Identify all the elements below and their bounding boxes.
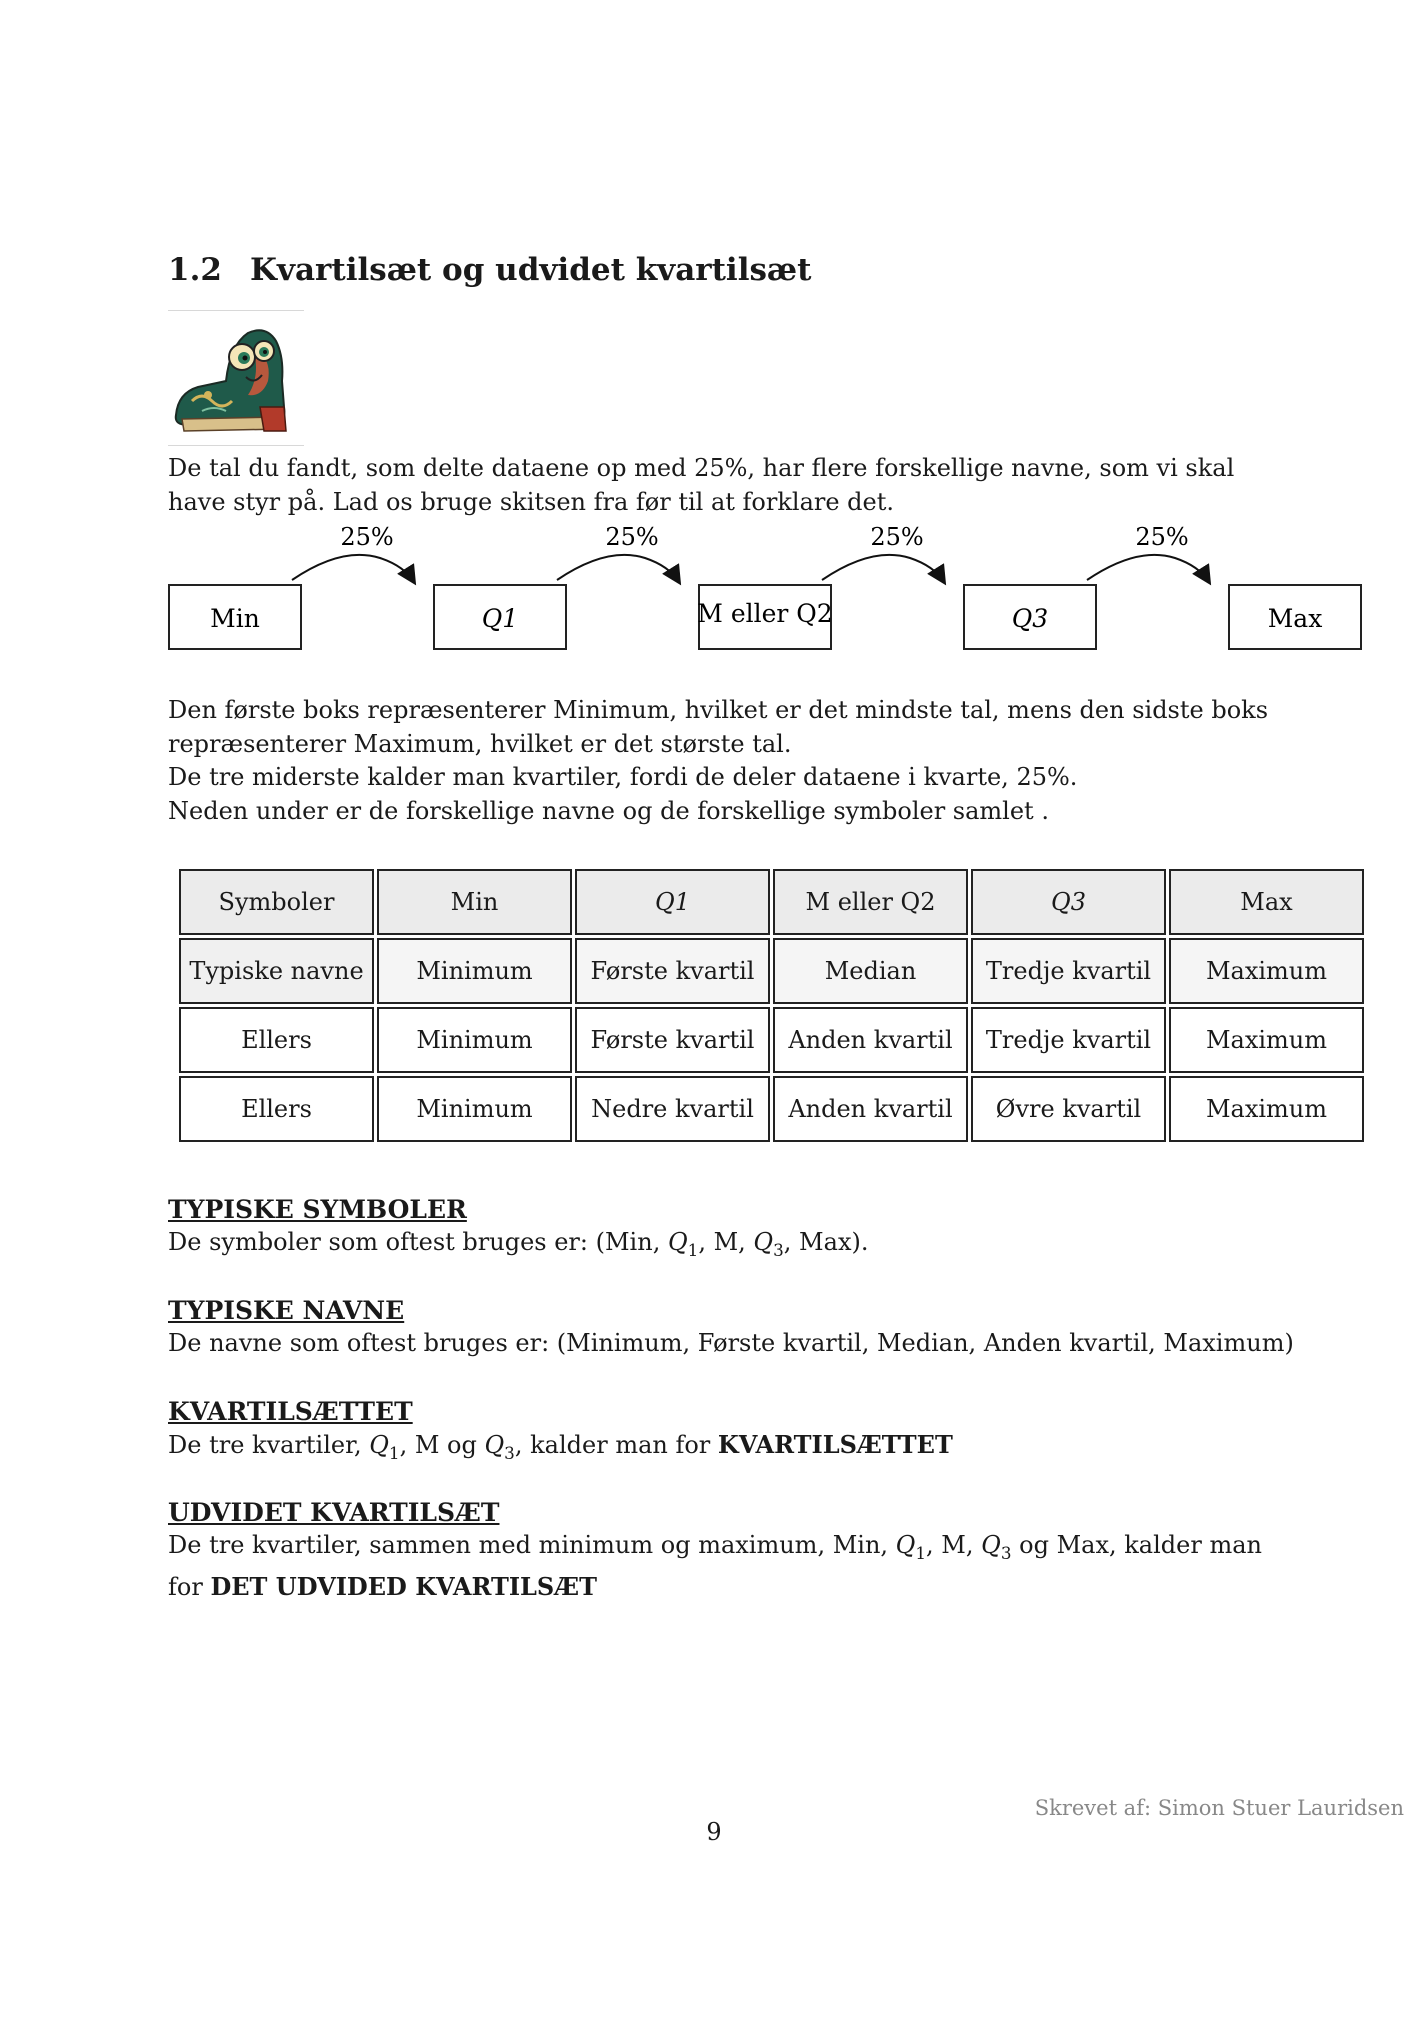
quartile-diagram: [168, 518, 1368, 658]
table-header-cell: Q1: [575, 869, 770, 935]
diagram-arrow: [1087, 555, 1209, 582]
diagram-box-label: Q1: [481, 604, 519, 633]
block-heading: TYPISKE NAVNE: [168, 1296, 405, 1325]
table-header-row: [179, 869, 1364, 935]
terms-table: [176, 866, 1367, 1145]
block-udvidet: [168, 1497, 1298, 1605]
table-cell: Første kvartil: [575, 1007, 770, 1073]
table-header-cell: Max: [1169, 869, 1364, 935]
block-heading: TYPISKE SYMBOLER: [168, 1195, 467, 1224]
table-cell: Minimum: [377, 1007, 572, 1073]
table-header-cell: Symboler: [179, 869, 374, 935]
block-kvartilsaettet: [168, 1396, 1298, 1470]
block-typical-names: [168, 1295, 1298, 1361]
table-cell: Maximum: [1169, 1076, 1364, 1142]
diagram-box-label: Q3: [1011, 604, 1049, 633]
explanation-line: Neden under er de forskellige navne og de forskellige symboler samlet .: [168, 796, 1049, 825]
table-cell: Tredje kvartil: [971, 1007, 1166, 1073]
section-title: [168, 252, 811, 288]
table-cell: Ellers: [179, 1076, 374, 1142]
diagram-box-label: M eller Q2: [697, 599, 833, 628]
explanation-line: De tre miderste kalder man kvartiler, fordi de deler dataene i kvarte, 25%.: [168, 763, 1078, 791]
explanation-paragraph: [168, 694, 1278, 828]
table-cell: Median: [773, 938, 968, 1004]
diagram-box-label: Max: [1267, 604, 1323, 633]
table-cell: Minimum: [377, 938, 572, 1004]
intro-paragraph: De tal du fandt, som delte dataene op med 25%, har flere forskellige navne, som vi skal have styr på. Lad os bruge skitsen fra før til at forklare det.: [168, 454, 1235, 516]
page-number: 9: [706, 1818, 722, 1846]
shoe-icon: [168, 311, 304, 445]
table-cell: Nedre kvartil: [575, 1076, 770, 1142]
diagram-arrow: [557, 555, 679, 582]
diagram-box-label: Min: [210, 604, 260, 633]
table-cell: Minimum: [377, 1076, 572, 1142]
block-heading: UDVIDET KVARTILSÆT: [168, 1498, 500, 1527]
shoe-illustration: [168, 310, 304, 446]
arrow-label: 25%: [605, 523, 659, 551]
table-header-cell: Min: [377, 869, 572, 935]
arrow-label: 25%: [1135, 523, 1189, 551]
author-footer: Skrevet af: Simon Stuer Lauridsen: [1034, 1796, 1404, 1820]
block-text: De tre kvartiler, sammen med minimum og maximum, Min, $Q_1$, M, $Q_3$ og Max, kalder man for DET UDVIDED KVARTILSÆT: [168, 1531, 1262, 1602]
table-cell: Ellers: [179, 1007, 374, 1073]
arrow-label: 25%: [340, 523, 394, 551]
section-number: 1.2: [168, 252, 222, 288]
block-typical-symbols: [168, 1194, 1298, 1267]
diagram-arrow: [292, 555, 414, 582]
block-text: De navne som oftest bruges er: (Minimum, Første kvartil, Median, Anden kvartil, Maximum): [168, 1329, 1294, 1357]
table-row: [179, 1076, 1364, 1142]
section-title-text: Kvartilsæt og udvidet kvartilsæt: [250, 252, 812, 288]
block-text: De symboler som oftest bruges er: (Min, $Q_1$, M, $Q_3$, Max).: [168, 1228, 869, 1260]
table-cell: Første kvartil: [575, 938, 770, 1004]
arrow-label: 25%: [870, 523, 924, 551]
table-cell: Maximum: [1169, 1007, 1364, 1073]
table-cell: Anden kvartil: [773, 1007, 968, 1073]
block-heading: KVARTILSÆTTET: [168, 1397, 413, 1426]
block-text: De tre kvartiler, $Q_1$, M og $Q_3$, kalder man for KVARTILSÆTTET: [168, 1430, 953, 1463]
table-header-cell: M eller Q2: [773, 869, 968, 935]
table-cell: Maximum: [1169, 938, 1364, 1004]
table-cell: Tredje kvartil: [971, 938, 1166, 1004]
diagram-arrow: [822, 555, 944, 582]
table-row: [179, 1007, 1364, 1073]
table-header-cell: Q3: [971, 869, 1166, 935]
table-cell: Typiske navne: [179, 938, 374, 1004]
explanation-line: Den første boks repræsenterer Minimum, hvilket er det mindste tal, mens den sidste boks repræsenterer Maximum, hvilket er det største tal.: [168, 696, 1269, 758]
table-row: [179, 938, 1364, 1004]
table-cell: Øvre kvartil: [971, 1076, 1166, 1142]
table-cell: Anden kvartil: [773, 1076, 968, 1142]
